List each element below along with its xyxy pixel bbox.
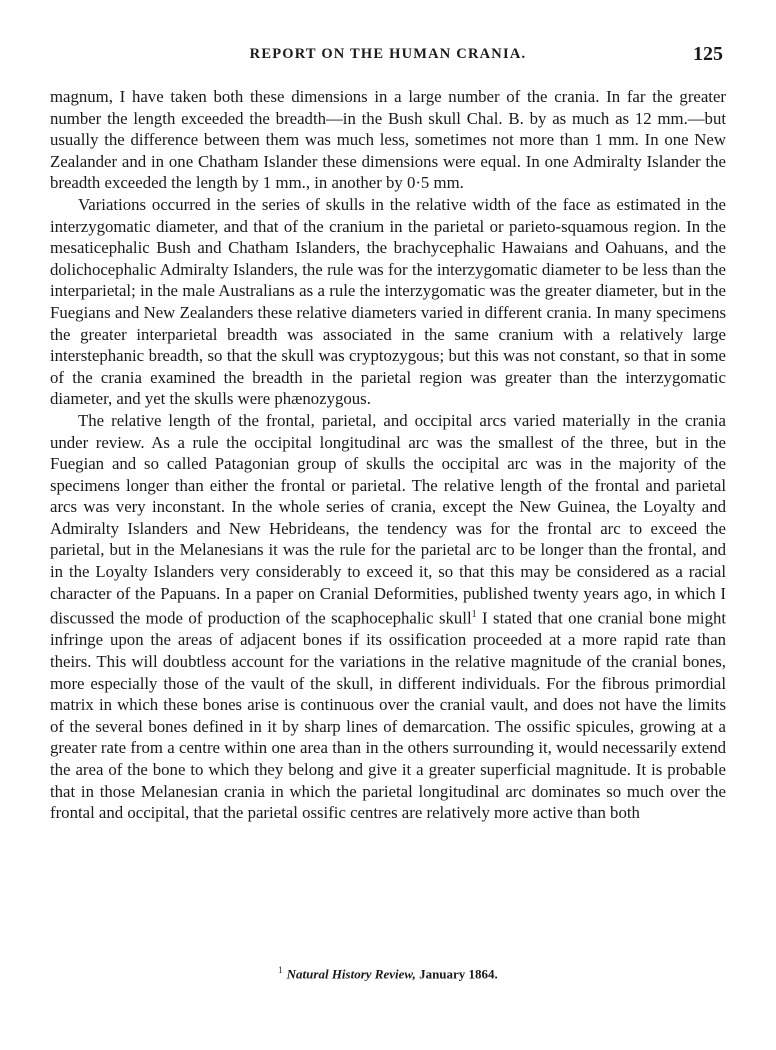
paragraph-arcs [50, 410, 726, 824]
footnote-marker: 1 [278, 965, 283, 975]
running-title: REPORT ON THE HUMAN CRANIA. [249, 46, 527, 62]
page-number: 125 [693, 43, 723, 65]
footnote-reference[interactable]: 1 [471, 609, 477, 621]
paragraph-face-width: Variations occurred in the series of skulls in the relative width of the face as estimated in the interzygomatic diameter, and that of the cranium in the parietal or parieto-squamous region. In the mesaticephalic Bush and Chatham Islanders, the brachycephalic Hawaians and Oahuans, and the dolichocephalic Admiralty Islanders, the rule was for the interzygomatic diameter to be less than the interparietal; in the male Australians as a rule the interzygomatic was the greater diameter, but in the Fuegians and New Zealanders these relative diameters varied in different crania. In many specimens the greater interparietal breadth was associated in the same cranium with a relatively large interstephanic breadth, so that the skull was cryptozygous; but this was not constant, so that in some of the crania examined the breadth in the parietal region was greater than the interzygomatic diameter, and yet the skulls were phænozygous. [50, 194, 726, 409]
paragraph-arcs-part-1: The relative length of the frontal, parietal, and occipital arcs varied materially in the crania under review. As a rule the occipital longitudinal arc was the smallest of the three, but in the Fuegian and so called Patagonian group of skulls the occipital arc was in the majority of the specimens longer than either the frontal or parietal. The relative length of the frontal and parietal arcs was very inconstant. In the whole series of crania, except the New Guinea, the Loyalty and Admiralty Islanders and New Hebrideans, the tendency was for the frontal arc to exceed the parietal, but in the Melanesians it was the rule for the parietal arc to be longer than the frontal, and in the Loyalty Islanders very considerably to exceed it, so that this may be considered as a racial character of the Papuans. In a paper on Cranial Deformities, published twenty years ago, in which I discussed the mode of production of the scaphocephalic skull [50, 410, 726, 628]
paragraph-arcs-part-2: I stated that one cranial bone might infringe upon the areas of adjacent bones if its ossification proceeded at a more rapid rate than theirs. This will doubtless account for the variations in the relative magnitude of the cranial bones, more especially those of the vault of the skull, in different individuals. For the fibrous primordial matrix in which these bones arise is continuous over the cranial vault, and does not have the limits of the several bones defined in it by sharp lines of demarcation. The ossific spicules, growing at a greater rate from a centre within one area than in the others surrounding it, would necessarily extend the area of the bone to which they belong and give it a greater superficial magnitude. It is probable that in those Melanesian crania in which the parietal longitudinal arc dominates so much over the frontal and occipital, that the parietal ossific centres are relatively more active than both [50, 608, 727, 823]
body-text [50, 86, 726, 824]
footnote [0, 965, 776, 982]
footnote-date: January 1864. [419, 966, 498, 982]
running-header [0, 43, 776, 73]
paragraph-continued: magnum, I have taken both these dimensions in a large number of the crania. In far the greater number the length exceeded the breadth—in the Bush skull Chal. B. by as much as 12 mm.—but usually the difference between them was much less, sometimes not more than 1 mm. In one New Zealander and in one Chatham Islander these dimensions were equal. In one Admiralty Islander the breadth exceeded the length by 1 mm., in another by 0·5 mm. [50, 87, 726, 193]
footnote-title: Natural History Review, [286, 966, 416, 982]
